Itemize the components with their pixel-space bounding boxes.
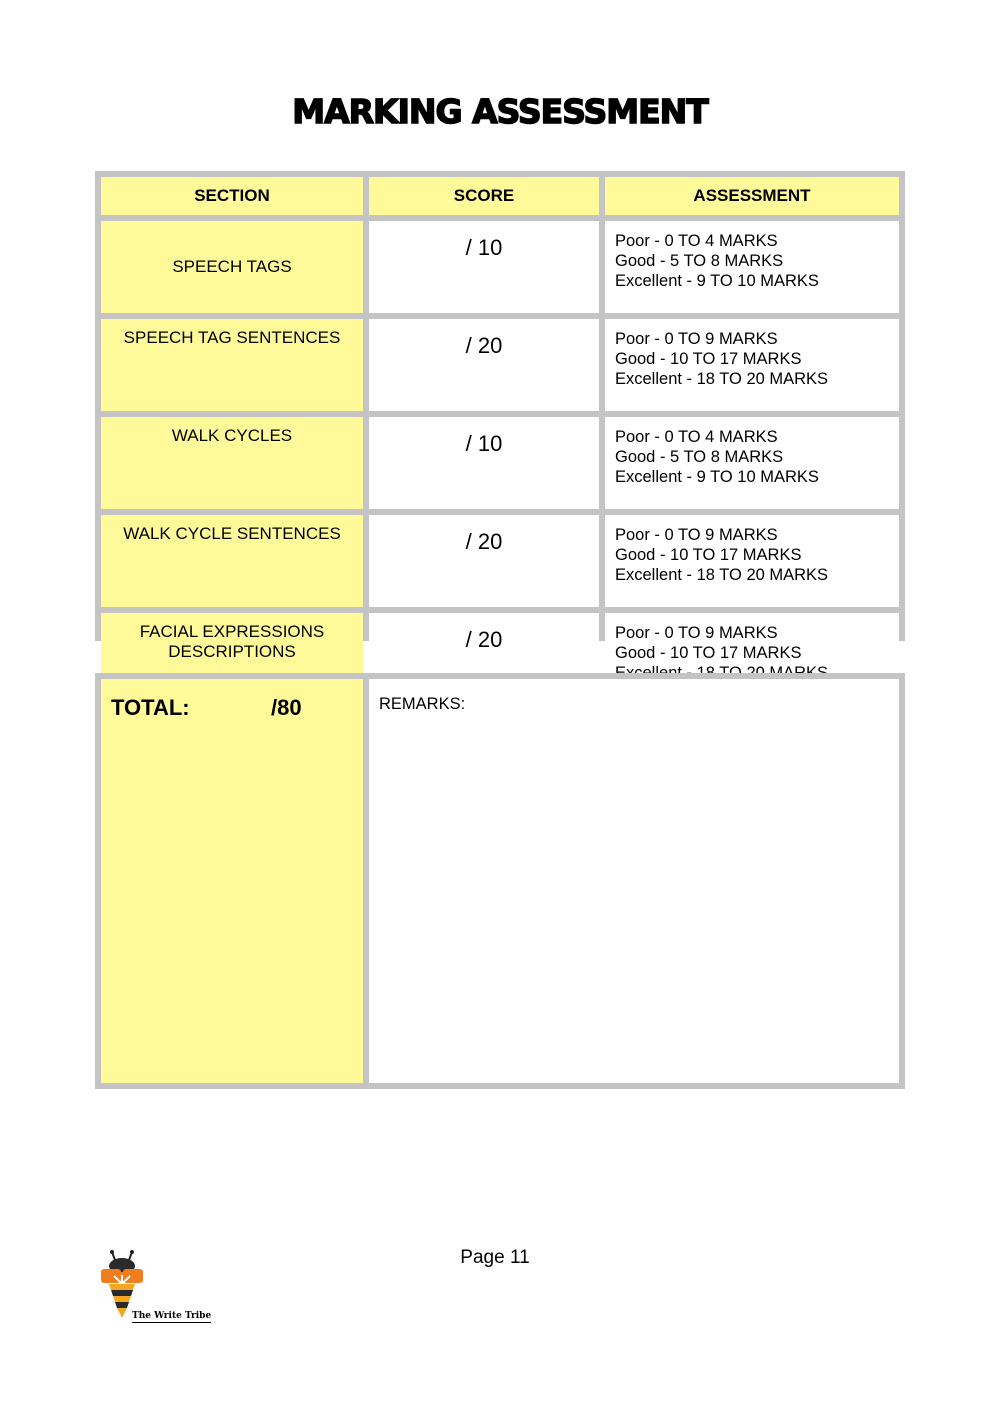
score-cell[interactable]: / 20 — [369, 613, 599, 705]
section-cell: WALK CYCLES — [101, 417, 363, 509]
score-cell[interactable]: / 10 — [369, 221, 599, 313]
assessment-poor: Poor - 0 TO 4 MARKS — [615, 428, 778, 446]
assessment-cell — [605, 515, 899, 607]
score-cell[interactable]: / 20 — [369, 515, 599, 607]
header-score: SCORE — [369, 177, 599, 215]
table-row — [101, 515, 899, 607]
total-remarks-box — [95, 673, 905, 1089]
assessment-good: Good - 5 TO 8 MARKS — [615, 252, 784, 270]
header-section: SECTION — [101, 177, 363, 215]
assessment-good: Good - 5 TO 8 MARKS — [615, 448, 784, 466]
score-cell[interactable]: / 10 — [369, 417, 599, 509]
section-cell: SPEECH TAG SENTENCES — [101, 319, 363, 411]
assessment-cell — [605, 221, 899, 313]
assessment-excellent: Excellent - 9 TO 10 MARKS — [615, 468, 819, 486]
assessment-cell — [605, 319, 899, 411]
total-cell[interactable] — [101, 679, 363, 1083]
remarks-cell[interactable] — [369, 679, 899, 1083]
header-assessment: ASSESSMENT — [605, 177, 899, 215]
section-cell: WALK CYCLE SENTENCES — [101, 515, 363, 607]
assessment-good: Good - 10 TO 17 MARKS — [615, 350, 802, 368]
assessment-poor: Poor - 0 TO 9 MARKS — [615, 526, 778, 544]
table-row — [101, 417, 899, 509]
marking-table — [95, 171, 905, 662]
page-number: Page 11 — [460, 1247, 530, 1268]
assessment-excellent: Excellent - 18 TO 20 MARKS — [615, 370, 829, 388]
assessment-good: Good - 10 TO 17 MARKS — [615, 644, 802, 662]
table-header-row — [101, 177, 899, 215]
assessment-poor: Poor - 0 TO 9 MARKS — [615, 330, 778, 348]
logo-text: The Write Tribe — [132, 1311, 212, 1321]
total-label: TOTAL: — [111, 695, 190, 720]
total-value: /80 — [271, 695, 302, 720]
write-tribe-logo — [98, 1250, 212, 1330]
section-line: DESCRIPTIONS — [168, 642, 296, 661]
section-cell: SPEECH TAGS — [101, 221, 363, 313]
assessment-cell — [605, 417, 899, 509]
section-line: FACIAL EXPRESSIONS — [139, 622, 325, 641]
score-cell[interactable]: / 20 — [369, 319, 599, 411]
assessment-poor: Poor - 0 TO 9 MARKS — [615, 624, 778, 642]
assessment-excellent: Excellent - 18 TO 20 MARKS — [615, 566, 829, 584]
table-row — [101, 221, 899, 313]
assessment-good: Good - 10 TO 17 MARKS — [615, 546, 802, 564]
assessment-poor: Poor - 0 TO 4 MARKS — [615, 232, 778, 250]
assessment-excellent: Excellent - 9 TO 10 MARKS — [615, 272, 819, 290]
remarks-label: REMARKS: — [379, 695, 466, 713]
table-row — [101, 319, 899, 411]
page-title: MARKING ASSESSMENT — [292, 92, 708, 131]
